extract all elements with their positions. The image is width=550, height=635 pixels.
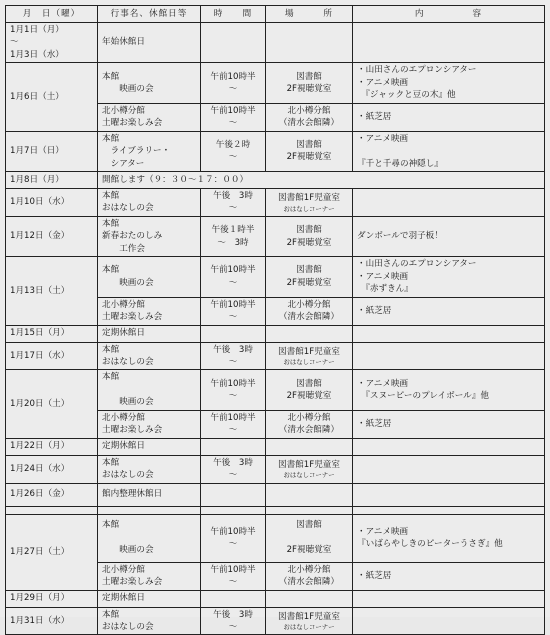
time-cell: 午後 3時 〜 bbox=[201, 607, 266, 635]
content-cell: ・アニメ映画 『スヌーピーのプレイボール』他 bbox=[353, 370, 545, 410]
place-cell bbox=[266, 188, 353, 216]
date-cell bbox=[6, 506, 98, 514]
time-cell: 午後 3時 〜 bbox=[201, 188, 266, 216]
content-cell: ・山田さんのエプロンシアター ・アニメ映画 『ジャックと豆の木』他 bbox=[353, 63, 545, 103]
event-cell: 本館 ライブラリー・ シアター bbox=[98, 131, 201, 171]
place-cell bbox=[266, 455, 353, 483]
date-cell: 1月20日（土） bbox=[6, 370, 98, 438]
schedule-table bbox=[5, 5, 545, 635]
table-row bbox=[6, 514, 545, 562]
event-cell: 本館 おはなしの会 bbox=[98, 455, 201, 483]
place-subtext: おはなしコーナー bbox=[283, 204, 335, 213]
table-row bbox=[6, 171, 545, 188]
place-text: 図書館1F児童室 bbox=[278, 459, 340, 470]
table-row bbox=[6, 325, 545, 342]
place-text: 図書館1F児童室 bbox=[278, 193, 340, 204]
content-cell: ・紙芝居 bbox=[353, 562, 545, 590]
time-cell: 午前10時半 〜 bbox=[201, 562, 266, 590]
content-cell: ・アニメ映画 『いばらやしきのピーターうさぎ』他 bbox=[353, 514, 545, 562]
event-cell: 本館 映画の会 bbox=[98, 370, 201, 410]
place-subtext: おはなしコーナー bbox=[283, 471, 335, 480]
time-cell: 午後１時半 〜 3時 bbox=[201, 216, 266, 256]
time-cell: 午前10時半 〜 bbox=[201, 257, 266, 297]
table-row bbox=[6, 188, 545, 216]
time-cell bbox=[201, 483, 266, 506]
place-cell: 北小樽分館 （清水会館隣） bbox=[266, 410, 353, 438]
time-cell bbox=[201, 506, 266, 514]
date-cell: 1月6日（土） bbox=[6, 63, 98, 131]
event-cell: 本館 映画の会 bbox=[98, 257, 201, 297]
table-row bbox=[6, 455, 545, 483]
time-cell: 午前10時半 〜 bbox=[201, 410, 266, 438]
content-cell bbox=[353, 342, 545, 370]
table-row bbox=[6, 506, 545, 514]
table-row bbox=[6, 342, 545, 370]
place-cell: 図書館 2F視聴覚室 bbox=[266, 257, 353, 297]
date-cell: 1月31日（水） bbox=[6, 607, 98, 635]
time-cell: 午後 3時 〜 bbox=[201, 342, 266, 370]
time-cell: 午前10時半 〜 bbox=[201, 103, 266, 131]
event-cell: 北小樽分館 土曜お楽しみ会 bbox=[98, 410, 201, 438]
content-cell bbox=[353, 438, 545, 455]
place-cell: 図書館 2F視聴覚室 bbox=[266, 216, 353, 256]
header-event: 行事名、休館日等 bbox=[98, 6, 201, 23]
place-cell bbox=[266, 23, 353, 63]
table-row bbox=[6, 607, 545, 635]
event-cell bbox=[98, 506, 201, 514]
event-cell: 北小樽分館 土曜お楽しみ会 bbox=[98, 562, 201, 590]
place-text: 図書館1F児童室 bbox=[278, 346, 340, 357]
content-cell bbox=[353, 325, 545, 342]
date-cell: 1月24日（水） bbox=[6, 455, 98, 483]
place-cell: 図書館 2F視聴覚室 bbox=[266, 63, 353, 103]
content-cell: ・アニメ映画 『千と千尋の神隠し』 bbox=[353, 131, 545, 171]
date-cell: 1月22日（月） bbox=[6, 438, 98, 455]
place-cell bbox=[266, 342, 353, 370]
content-cell bbox=[353, 590, 545, 607]
time-cell: 午後 3時 〜 bbox=[201, 455, 266, 483]
table-row bbox=[6, 438, 545, 455]
place-cell: 図書館 2F視聴覚室 bbox=[266, 131, 353, 171]
event-cell: 本館 映画の会 bbox=[98, 63, 201, 103]
header-row bbox=[6, 6, 545, 23]
table-row bbox=[6, 257, 545, 297]
place-subtext: おはなしコーナー bbox=[283, 358, 335, 367]
place-cell: 北小樽分館 （清水会館隣） bbox=[266, 103, 353, 131]
event-cell: 開館します（９：３０〜１７：００） bbox=[98, 171, 545, 188]
date-cell: 1月17日（水） bbox=[6, 342, 98, 370]
table-row bbox=[6, 63, 545, 103]
event-cell: 本館 新春おたのしみ 工作会 bbox=[98, 216, 201, 256]
table-row bbox=[6, 216, 545, 256]
date-cell: 1月26日（金） bbox=[6, 483, 98, 506]
content-cell bbox=[353, 455, 545, 483]
event-cell: 本館 おはなしの会 bbox=[98, 342, 201, 370]
place-cell bbox=[266, 325, 353, 342]
event-cell: 本館 おはなしの会 bbox=[98, 607, 201, 635]
content-cell: ・山田さんのエプロンシアター ・アニメ映画 『赤ずきん』 bbox=[353, 257, 545, 297]
place-cell bbox=[266, 607, 353, 635]
date-cell: 1月15日（月） bbox=[6, 325, 98, 342]
date-cell: 1月8日（月） bbox=[6, 171, 98, 188]
date-cell: 1月29日（月） bbox=[6, 590, 98, 607]
place-cell bbox=[266, 483, 353, 506]
header-place: 場 所 bbox=[266, 6, 353, 23]
date-cell: 1月12日（金） bbox=[6, 216, 98, 256]
time-cell: 午前10時半 〜 bbox=[201, 514, 266, 562]
event-cell: 定期休館日 bbox=[98, 325, 201, 342]
table-row bbox=[6, 131, 545, 171]
time-cell bbox=[201, 438, 266, 455]
place-cell: 北小樽分館 （清水会館隣） bbox=[266, 297, 353, 325]
content-cell: ・紙芝居 bbox=[353, 103, 545, 131]
time-cell: 午前10時半 〜 bbox=[201, 63, 266, 103]
table-row bbox=[6, 23, 545, 63]
place-cell: 図書館 2F視聴覚室 bbox=[266, 514, 353, 562]
time-cell: 午後２時 〜 bbox=[201, 131, 266, 171]
date-cell: 1月1日（月） 〜 1月3日（水） bbox=[6, 23, 98, 63]
time-cell: 午前10時半 〜 bbox=[201, 370, 266, 410]
content-cell bbox=[353, 607, 545, 635]
content-cell bbox=[353, 23, 545, 63]
event-cell: 館内整理休館日 bbox=[98, 483, 201, 506]
place-cell bbox=[266, 590, 353, 607]
table-row bbox=[6, 483, 545, 506]
time-cell bbox=[201, 325, 266, 342]
event-cell: 年始休館日 bbox=[98, 23, 201, 63]
time-cell bbox=[201, 23, 266, 63]
place-cell bbox=[266, 438, 353, 455]
event-cell: 本館 映画の会 bbox=[98, 514, 201, 562]
content-cell bbox=[353, 483, 545, 506]
content-cell: ・紙芝居 bbox=[353, 297, 545, 325]
table-row bbox=[6, 590, 545, 607]
content-cell: ・紙芝居 bbox=[353, 410, 545, 438]
content-cell bbox=[353, 188, 545, 216]
place-subtext: おはなしコーナー bbox=[283, 623, 335, 632]
content-cell: ダンボールで羽子板！ bbox=[353, 216, 545, 256]
table-row bbox=[6, 370, 545, 410]
event-cell: 北小樽分館 土曜お楽しみ会 bbox=[98, 103, 201, 131]
place-text: 図書館1F児童室 bbox=[278, 611, 340, 622]
event-cell: 定期休館日 bbox=[98, 438, 201, 455]
header-date: 月 日（曜） bbox=[6, 6, 98, 23]
place-cell: 北小樽分館 （清水会館隣） bbox=[266, 562, 353, 590]
event-cell: 本館 おはなしの会 bbox=[98, 188, 201, 216]
event-cell: 定期休館日 bbox=[98, 590, 201, 607]
event-cell: 北小樽分館 土曜お楽しみ会 bbox=[98, 297, 201, 325]
time-cell: 午前10時半 〜 bbox=[201, 297, 266, 325]
place-cell bbox=[266, 506, 353, 514]
date-cell: 1月27日（土） bbox=[6, 514, 98, 590]
time-cell bbox=[201, 590, 266, 607]
header-time: 時 間 bbox=[201, 6, 266, 23]
content-cell bbox=[353, 506, 545, 514]
place-cell: 図書館 2F視聴覚室 bbox=[266, 370, 353, 410]
date-cell: 1月13日（土） bbox=[6, 257, 98, 325]
date-cell: 1月7日（日） bbox=[6, 131, 98, 171]
header-content: 内 容 bbox=[353, 6, 545, 23]
date-cell: 1月10日（水） bbox=[6, 188, 98, 216]
